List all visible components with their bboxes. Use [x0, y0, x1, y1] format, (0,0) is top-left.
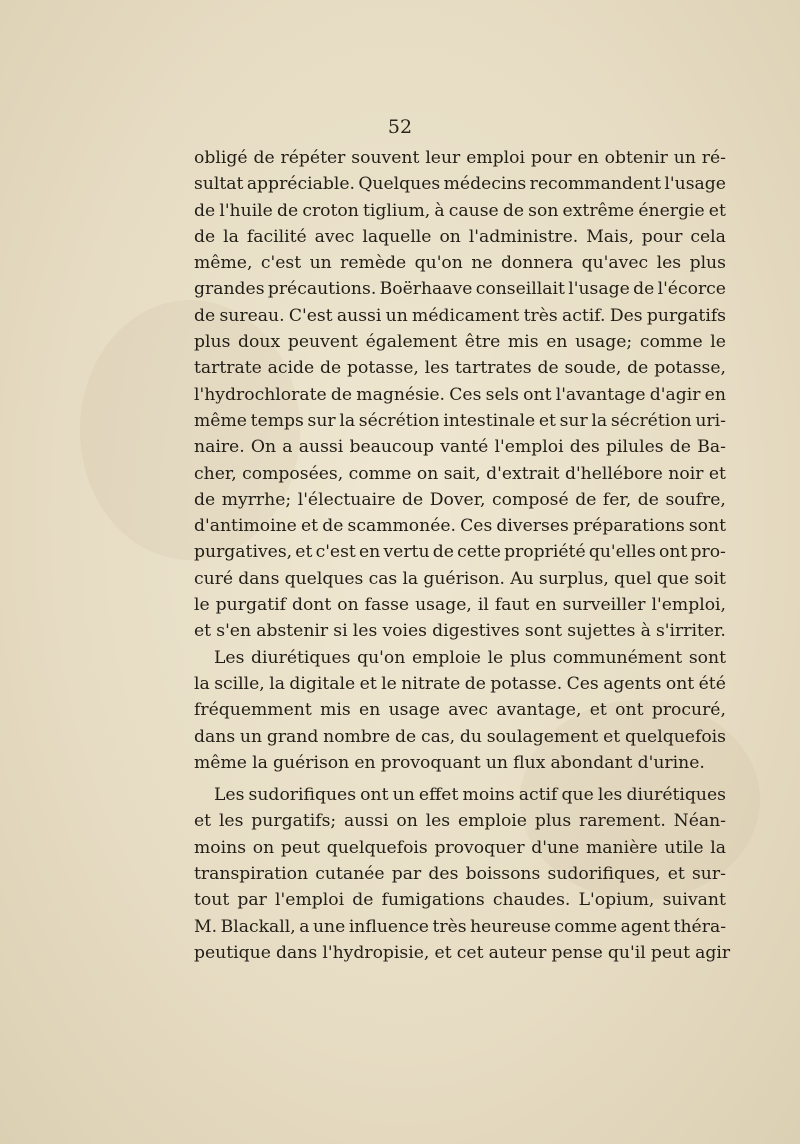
- text-line: M. Blackall, a une influence très heureuse comme agent théra-: [194, 916, 726, 937]
- text-line: obligé de répéter souvent leur emploi pour en obtenir un ré-: [194, 148, 726, 168]
- text-line: grandes précautions. Boërhaave conseillait l'usage de l'écorce: [194, 279, 726, 300]
- text-line: peutique dans l'hydropisie, et cet auteur pense qu'il peut agir: [194, 942, 731, 963]
- text-line: de sureau. C'est aussi un médicament très actif. Des purgatifs: [194, 305, 726, 326]
- text-line: cher, composées, comme on sait, d'extrait d'hellébore noir et: [194, 463, 726, 484]
- text-line: sultat appréciable. Quelques médecins recommandent l'usage: [194, 174, 726, 195]
- body-text: [194, 145, 731, 966]
- text-line: le purgatif dont on fasse usage, il faut en surveiller l'emploi,: [194, 595, 726, 616]
- page-number: 52: [387, 116, 413, 138]
- text-line: transpiration cutanée par des boissons sudorifiques, et sur-: [194, 864, 726, 885]
- text-line: d'antimoine et de scammonée. Ces diverses préparations sont: [194, 516, 726, 537]
- text-line: et les purgatifs; aussi on les emploie plus rarement. Néan-: [194, 811, 726, 832]
- text-line: curé dans quelques cas la guérison. Au surplus, quel que soit: [194, 568, 726, 589]
- text-line: tartrate acide de potasse, les tartrates de soude, de potasse,: [194, 358, 726, 379]
- paragraph: [194, 782, 731, 966]
- text-line: fréquemment mis en usage avec avantage, et ont procuré,: [194, 700, 726, 721]
- text-line: même, c'est un remède qu'on ne donnera qu'avec les plus: [194, 253, 726, 274]
- text-line: tout par l'emploi de fumigations chaudes. L'opium, suivant: [194, 890, 726, 911]
- text-line: et s'en abstenir si les voies digestives sont sujettes à s'irriter.: [194, 621, 726, 642]
- text-line: dans un grand nombre de cas, du soulagement et quelquefois: [194, 726, 726, 747]
- text-line: de la facilité avec laquelle on l'administre. Mais, pour cela: [194, 226, 726, 247]
- text-line: Les diurétiques qu'on emploie le plus communément sont: [214, 647, 726, 668]
- text-line: de myrrhe; l'électuaire de Dover, composé de fer, de soufre,: [194, 489, 726, 510]
- text-line: plus doux peuvent également être mis en usage; comme le: [194, 332, 726, 353]
- text-line: naire. On a aussi beaucoup vanté l'emploi des pilules de Ba-: [194, 437, 726, 458]
- text-line: même temps sur la sécrétion intestinale et sur la sécrétion uri-: [194, 410, 726, 431]
- text-line: Les sudorifiques ont un effet moins actif que les diurétiques: [214, 785, 726, 806]
- text-line: moins on peut quelquefois provoquer d'une manière utile la: [194, 837, 726, 858]
- text-line: l'hydrochlorate de magnésie. Ces sels ont l'avantage d'agir en: [194, 384, 726, 405]
- paragraph: [194, 145, 726, 645]
- text-line: même la guérison en provoquant un flux abondant d'urine.: [194, 752, 705, 773]
- text-line: purgatives, et c'est en vertu de cette propriété qu'elles ont pro-: [194, 542, 726, 563]
- paragraph: [194, 645, 726, 776]
- text-line: de l'huile de croton tiglium, à cause de son extrême énergie et: [194, 200, 726, 221]
- text-line: la scille, la digitale et le nitrate de potasse. Ces agents ont été: [194, 673, 726, 694]
